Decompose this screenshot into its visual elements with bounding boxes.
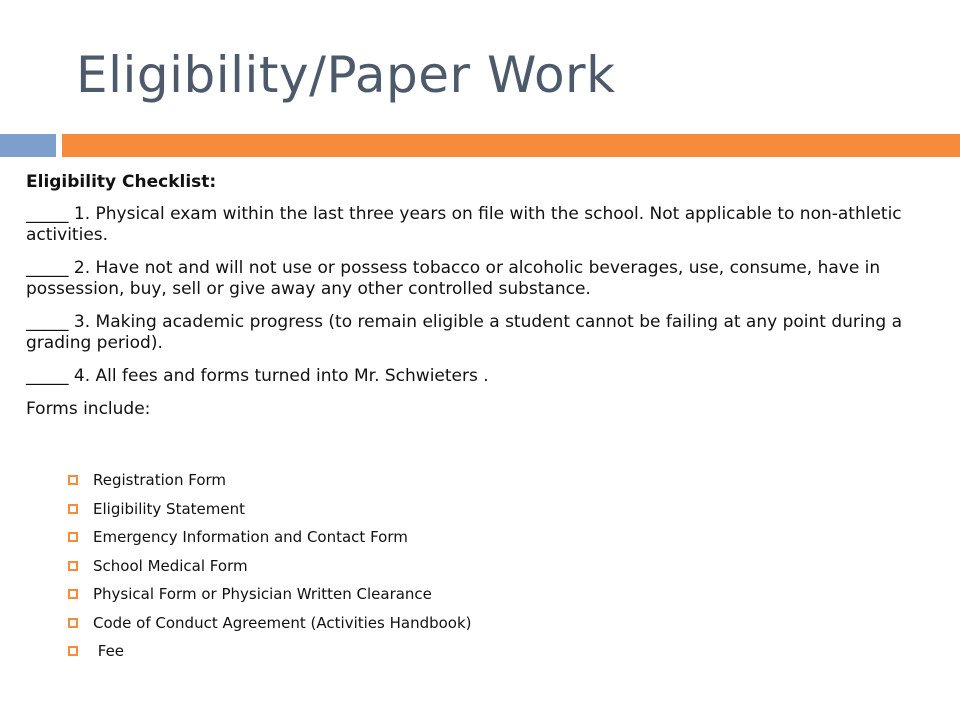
square-bullet-icon [68,589,78,599]
list-item-text: Emergency Information and Contact Form [93,528,408,547]
checklist-item-1: _____ 1. Physical exam within the last three years on file with the school. Not applicable to non-athletic activities. [26,204,902,245]
checklist-item-2: _____ 2. Have not and will not use or possess tobacco or alcoholic beverages, use, consume, have in possession, buy, sell or give away any other controlled substance. [26,258,881,299]
checklist-section [26,172,926,419]
checklist-item-3: _____ 3. Making academic progress (to remain eligible a student cannot be failing at any point during a grading period). [26,312,903,353]
forms-label: Forms include: [26,399,151,419]
accent-bar-orange [62,134,960,157]
list-item [68,466,472,495]
list-item-text: Physical Form or Physician Written Clearance [93,585,432,604]
checklist-item-4: _____ 4. All fees and forms turned into Mr. Schwieters . [26,366,489,386]
list-item-text: Fee [93,642,125,661]
square-bullet-icon [68,561,78,571]
list-item [68,637,472,666]
list-item [68,523,472,552]
square-bullet-icon [68,618,78,628]
list-item-text: Eligibility Statement [93,499,245,518]
list-item-text: Code of Conduct Agreement (Activities Handbook) [93,613,472,632]
accent-bar-blue [0,134,56,157]
square-bullet-icon [68,504,78,514]
list-item [68,580,472,609]
list-item-text: School Medical Form [93,556,248,575]
forms-list [68,466,472,666]
square-bullet-icon [68,475,78,485]
list-item [68,609,472,638]
slide-title: Eligibility/Paper Work [76,46,616,104]
list-item-text: Registration Form [93,471,227,490]
checklist-heading: Eligibility Checklist: [26,172,217,192]
square-bullet-icon [68,532,78,542]
list-item [68,495,472,524]
list-item [68,552,472,581]
square-bullet-icon [68,646,78,656]
